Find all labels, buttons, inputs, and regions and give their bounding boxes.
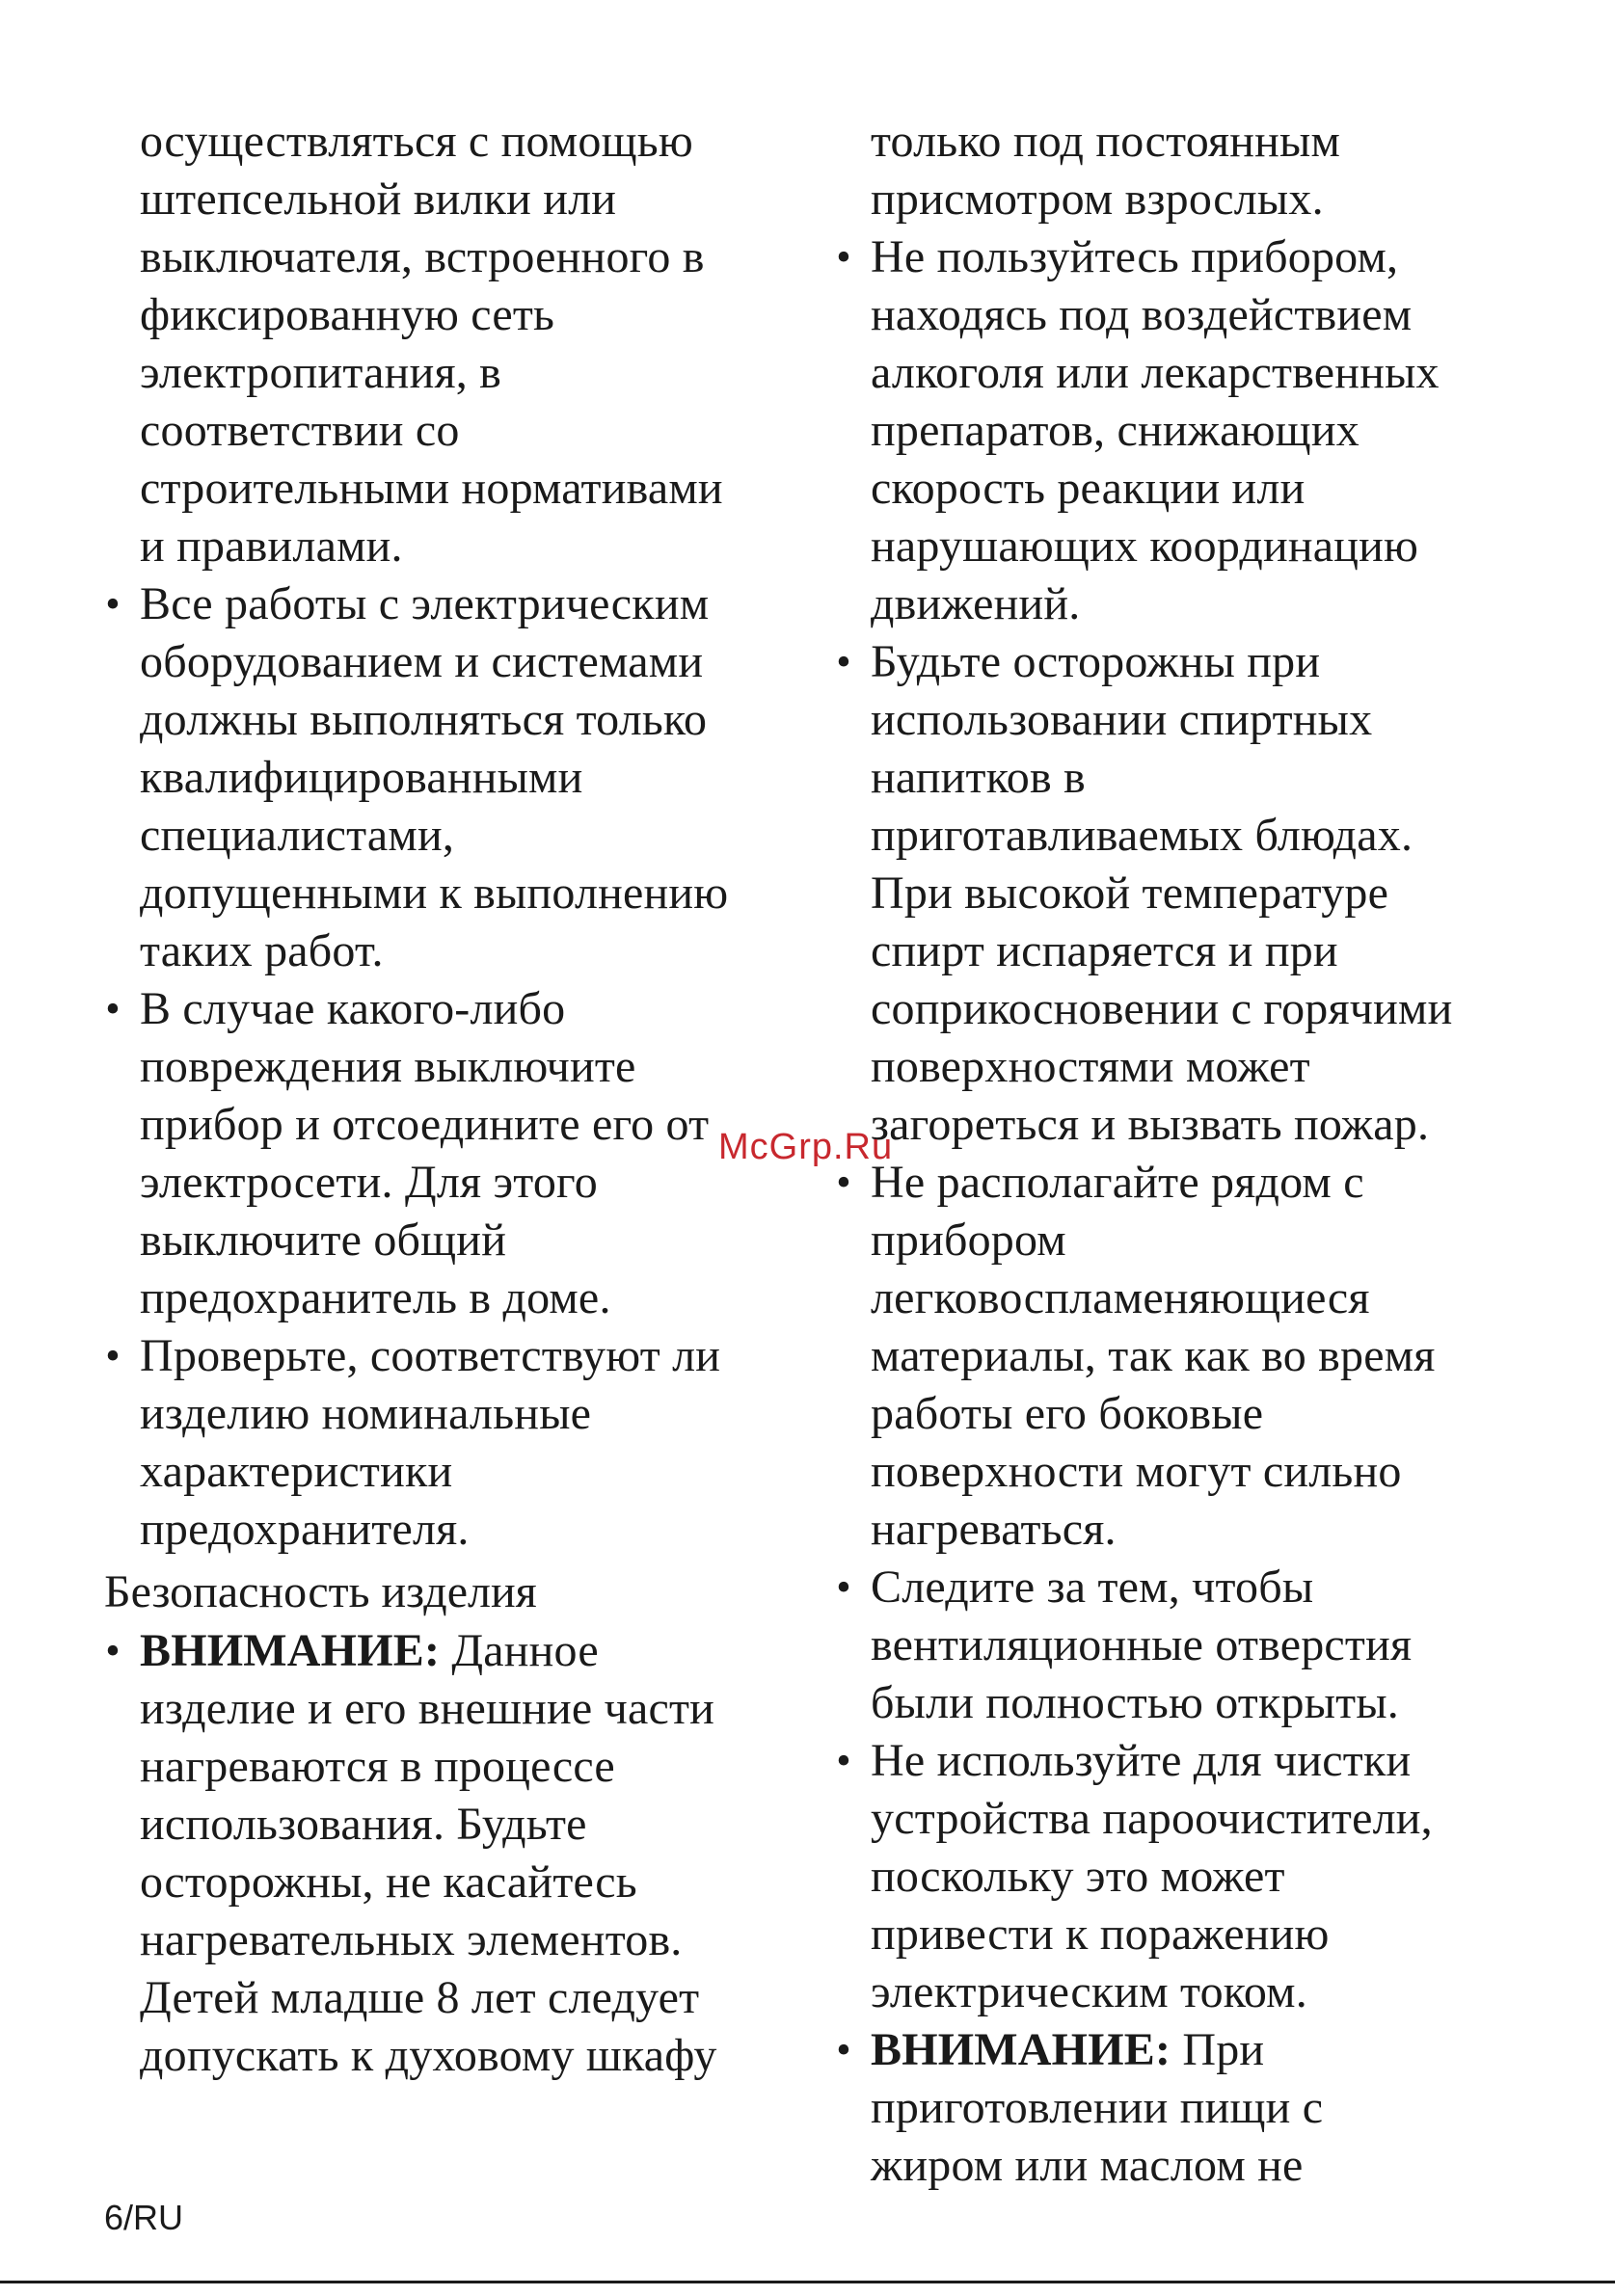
text-line: допущенными к выполнению: [140, 868, 729, 919]
text-line: Не пользуйтесь прибором,: [871, 231, 1399, 282]
text-line: Проверьте, соответствуют ли: [140, 1330, 721, 1381]
text-line: нагреваться.: [871, 1504, 1117, 1555]
text-line: использования. Будьте: [140, 1799, 587, 1850]
text-line: спирт испаряется и при: [871, 925, 1338, 976]
text-line: электрическим током.: [871, 1966, 1307, 2017]
text-line: квалифицированными: [140, 752, 583, 803]
text-line: электросети. Для этого: [140, 1157, 598, 1208]
section-heading: Безопасность изделия: [104, 1566, 537, 1617]
text-line: выключите общий: [140, 1215, 507, 1266]
text-line: работы его боковые: [871, 1388, 1264, 1439]
text-line: жиром или маслом не: [871, 2140, 1304, 2191]
text-line: легковоспламеняющиеся: [871, 1272, 1370, 1323]
text-line: только под постоянным: [871, 116, 1341, 167]
text-line: оборудованием и системами: [140, 636, 704, 687]
text-line: Будьте осторожны при: [871, 636, 1321, 687]
text-line: фиксированную сеть: [140, 289, 555, 340]
text-line: Следите за тем, чтобы: [871, 1562, 1314, 1613]
text-line: Не используйте для чистки: [871, 1735, 1412, 1786]
text-line: Детей младше 8 лет следует: [140, 1972, 700, 2023]
text-line: загореться и вызвать пожар.: [871, 1099, 1430, 1150]
text-line: характеристики: [140, 1446, 453, 1497]
text-line: препаратов, снижающих: [871, 405, 1359, 456]
text-line: были полностью открыты.: [871, 1677, 1399, 1728]
text-line: соприкосновении с горячими: [871, 983, 1453, 1034]
text-line: поверхностями может: [871, 1041, 1310, 1092]
text-line: приготавливаемых блюдах.: [871, 810, 1413, 861]
bullet-icon: •: [836, 233, 851, 280]
text-line: штепсельной вилки или: [140, 174, 617, 225]
bullet-icon: •: [105, 1332, 121, 1379]
text-line: материалы, так как во время: [871, 1330, 1436, 1381]
watermark: McGrp.Ru: [718, 1127, 894, 1167]
bullet-icon: •: [836, 1737, 851, 1784]
text-line: прибор и отсоедините его от: [140, 1099, 710, 1150]
text-line: присмотром взрослых.: [871, 174, 1324, 225]
text-line: В случае какого-либо: [140, 983, 566, 1034]
text-line: выключателя, встроенного в: [140, 231, 705, 282]
text-line: вентиляционные отверстия: [871, 1619, 1413, 1670]
bullet-icon: •: [105, 985, 121, 1032]
warning-text: Данное: [440, 1625, 599, 1676]
warning-label: ВНИМАНИЕ:: [871, 2024, 1171, 2075]
text-line: изделию номинальные: [140, 1388, 592, 1439]
text-line: специалистами,: [140, 810, 455, 861]
bullet-icon: •: [836, 1159, 851, 1206]
text-line: приготовлении пищи с: [871, 2082, 1324, 2133]
text-line: привести к поражению: [871, 1909, 1330, 1960]
text-line: находясь под воздействием: [871, 289, 1413, 340]
text-line: осуществляться с помощью: [140, 116, 693, 167]
text-line: алкоголя или лекарственных: [871, 347, 1440, 398]
text-line: Все работы с электрическим: [140, 578, 710, 629]
bullet-icon: •: [836, 1563, 851, 1611]
text-line: электропитания, в: [140, 347, 502, 398]
warning-first-line: [871, 2021, 1264, 2079]
text-line: должны выполняться только: [140, 694, 708, 745]
text-line: поверхности могут сильно: [871, 1446, 1402, 1497]
bullet-icon: •: [105, 1627, 121, 1674]
text-line: предохранителя.: [140, 1504, 470, 1555]
page-number: 6/RU: [104, 2198, 184, 2237]
text-line: строительными нормативами: [140, 463, 723, 514]
text-line: прибором: [871, 1215, 1066, 1266]
text-line: повреждения выключите: [140, 1041, 636, 1092]
text-line: движений.: [871, 578, 1081, 629]
text-line: напитков в: [871, 752, 1086, 803]
text-line: нагреваются в процессе: [140, 1741, 615, 1792]
text-line: соответствии со: [140, 405, 460, 456]
bullet-icon: •: [836, 638, 851, 685]
text-line: нагревательных элементов.: [140, 1914, 683, 1965]
warning-text: При: [1171, 2024, 1265, 2075]
text-line: поскольку это может: [871, 1851, 1285, 1902]
text-line: использовании спиртных: [871, 694, 1373, 745]
text-line: и правилами.: [140, 521, 403, 572]
text-line: нарушающих координацию: [871, 521, 1419, 572]
bottom-divider: [0, 2281, 1615, 2283]
text-line: допускать к духовому шкафу: [140, 2030, 717, 2081]
text-line: предохранитель в доме.: [140, 1272, 611, 1323]
text-line: При высокой температуре: [871, 868, 1389, 919]
warning-label: ВНИМАНИЕ:: [140, 1625, 441, 1676]
text-line: изделие и его внешние части: [140, 1683, 715, 1734]
text-line: устройства пароочистители,: [871, 1793, 1433, 1844]
text-line: Не располагайте рядом с: [871, 1157, 1364, 1208]
text-line: таких работ.: [140, 925, 384, 976]
warning-first-line: [140, 1622, 599, 1680]
bullet-icon: •: [105, 580, 121, 627]
text-line: скорость реакции или: [871, 463, 1305, 514]
bullet-icon: •: [836, 2026, 851, 2073]
text-line: осторожны, не касайтесь: [140, 1856, 637, 1908]
